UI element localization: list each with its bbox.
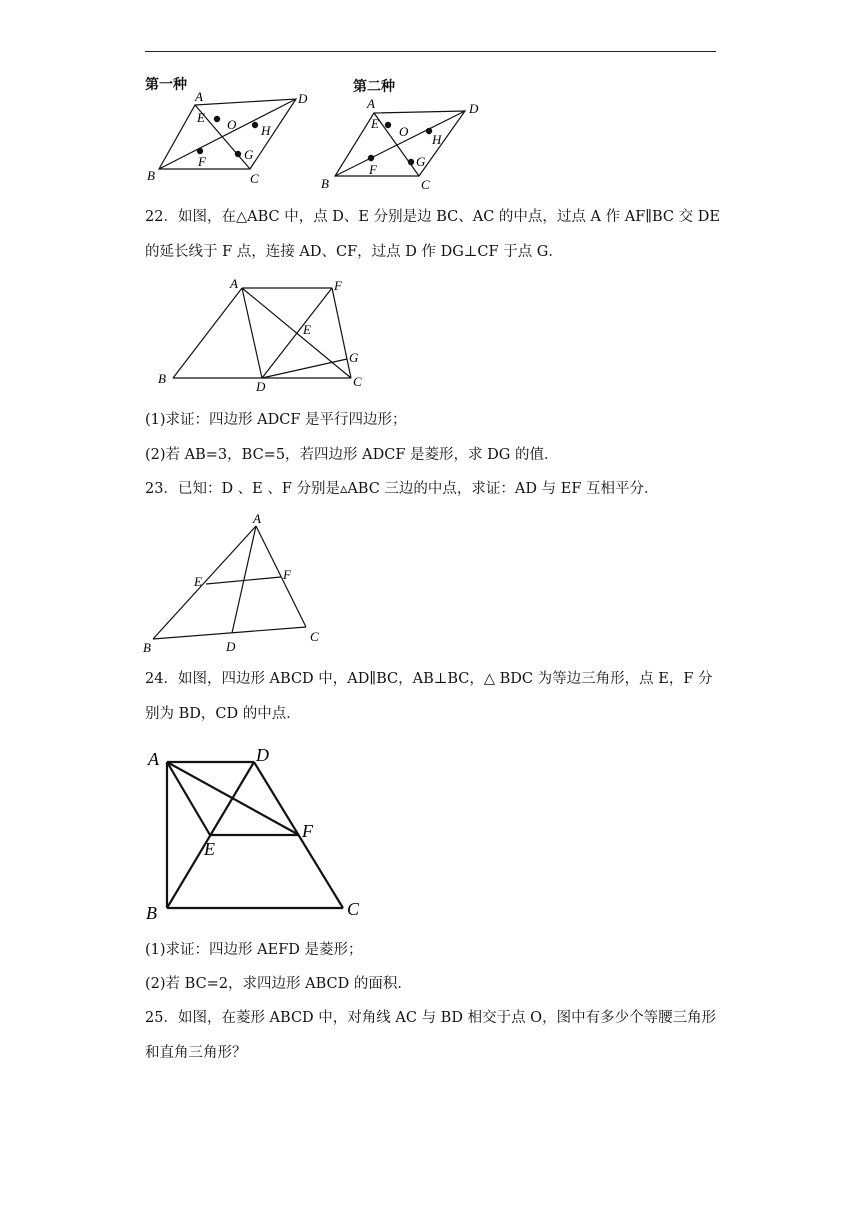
header-rule	[145, 51, 716, 52]
fig1-label-C: C	[250, 171, 259, 186]
q24-part2: (2)若 BC=2，求四边形 ABCD 的面积．	[145, 976, 412, 992]
q22-label-G: G	[349, 350, 359, 365]
q22-label-F: F	[334, 278, 342, 293]
fig2-label-B: B	[321, 176, 329, 191]
q24-text-line1: 24．如图，四边形 ABCD 中，AD∥BC，AB⊥BC，△ BDC 为等边三角形，点 E，F 分	[145, 671, 713, 687]
q22-label-D: D	[256, 379, 266, 394]
fig2-label-C: C	[421, 177, 430, 192]
q24-label-B: B	[146, 903, 157, 923]
q22-part1: (1)求证：四边形 ADCF 是平行四边形；	[145, 412, 407, 428]
q22-text-line1: 22．如图，在△ABC 中，点 D、E 分别是边 BC、AC 的中点，过点 A 作 AF∥BC 交 DE	[145, 209, 720, 225]
fig1-label-A: A	[195, 89, 203, 104]
figure-variant1	[140, 85, 320, 190]
variant1-caption: 第一种	[145, 77, 187, 93]
variant2-caption: 第二种	[353, 79, 395, 95]
figure-variant2	[318, 95, 498, 195]
fig2-label-A: A	[367, 96, 375, 111]
q24-label-F: F	[302, 821, 313, 841]
fig1-label-G: G	[244, 147, 254, 162]
fig2-label-G: G	[416, 154, 426, 169]
q22-part2: (2)若 AB=3，BC=5，若四边形 ADCF 是菱形，求 DG 的值．	[145, 447, 559, 463]
fig1-label-D: D	[298, 91, 308, 106]
q23-figure	[140, 510, 340, 660]
q22-label-A: A	[230, 276, 238, 291]
fig2-label-D: D	[469, 101, 479, 116]
fig1-label-O: O	[227, 117, 237, 132]
q25-text-line1: 25．如图，在菱形 ABCD 中，对角线 AC 与 BD 相交于点 O，图中有多少个等腰三角形	[145, 1010, 717, 1026]
q23-text-line1: 23．已知：D 、E 、F 分别是▵ABC 三边的中点，求证：AD 与 EF 互相平分．	[145, 481, 659, 497]
q25-text-line2: 和直角三角形？	[145, 1045, 247, 1061]
q22-label-E: E	[303, 322, 311, 337]
q24-label-A: A	[148, 749, 159, 769]
q22-text-line2: 的延长线于 F 点，连接 AD、CF，过点 D 作 DG⊥CF 于点 G．	[145, 244, 563, 260]
q23-label-D: D	[226, 639, 236, 654]
q22-label-B: B	[158, 371, 166, 386]
fig1-label-E: E	[197, 110, 205, 125]
fig2-label-F: F	[369, 162, 377, 177]
q23-label-F: F	[283, 567, 291, 582]
q23-label-A: A	[253, 511, 261, 526]
q24-label-C: C	[347, 899, 360, 919]
q23-label-C: C	[310, 629, 319, 644]
q24-part1: (1)求证：四边形 AEFD 是菱形；	[145, 942, 363, 958]
fig2-label-E: E	[371, 116, 379, 131]
q22-figure	[150, 275, 370, 395]
fig1-label-B: B	[147, 168, 155, 183]
q24-label-D: D	[256, 745, 269, 765]
q24-label-E: E	[204, 839, 215, 859]
q24-text-line2: 别为 BD，CD 的中点．	[145, 706, 301, 722]
q23-label-E: E	[194, 574, 202, 589]
q23-label-B: B	[143, 640, 151, 655]
q24-figure	[140, 740, 380, 930]
fig1-label-F: F	[198, 154, 206, 169]
fig2-label-H: H	[432, 132, 442, 147]
fig1-label-H: H	[261, 123, 271, 138]
fig2-label-O: O	[399, 124, 409, 139]
q22-label-C: C	[353, 374, 362, 389]
